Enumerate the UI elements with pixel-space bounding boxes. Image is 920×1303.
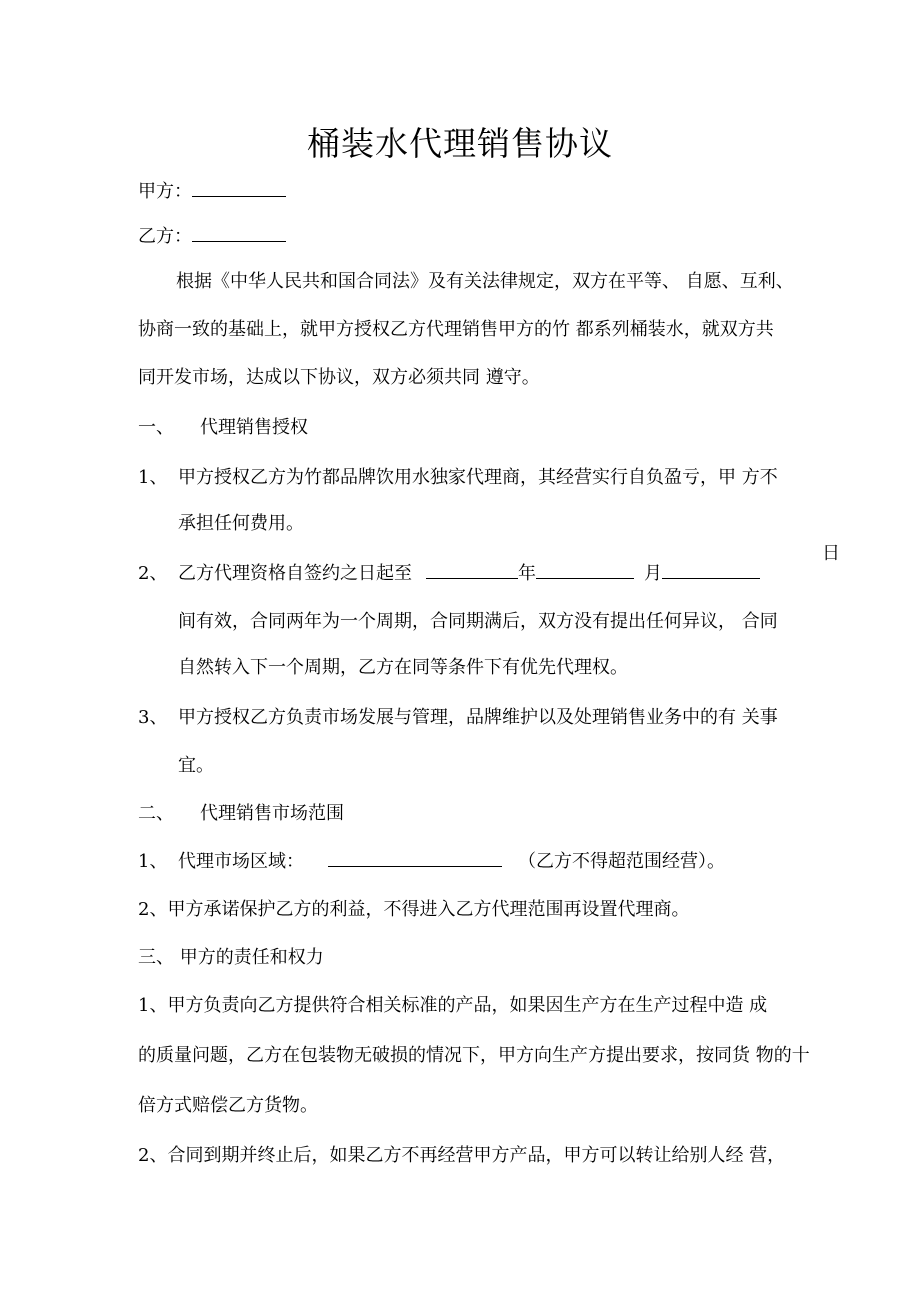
s1-item-2-line-3: 自然转入下一个周期，乙方在同等条件下有优先代理权。 (178, 657, 628, 678)
intro-line-1: 根据《中华人民共和国合同法》及有关法律规定，双方在平等、 自愿、互利、 (176, 271, 794, 292)
party-b-line (138, 225, 286, 249)
party-b-label: 乙方： (138, 226, 192, 247)
intro-line-3: 同开发市场，达成以下协议，双方必须共同 遵守。 (138, 367, 540, 388)
section-2-heading (138, 802, 344, 826)
document-title: 桶装水代理销售协议 (307, 124, 613, 163)
intro-line-2: 协商一致的基础上，就甲方授权乙方代理销售甲方的竹 都系列桶装水，就双方共 (138, 319, 774, 340)
s3-item-1-line-1: 1、甲方负责向乙方提供符合相关标准的产品，如果因生产方在生产过程中造 成 (138, 995, 768, 1016)
section-1-heading (138, 416, 308, 440)
s1-item-1-line-1: 甲方授权乙方为竹都品牌饮用水独家代理商，其经营实行自负盈亏，甲 方不 (178, 467, 778, 488)
year-blank[interactable] (426, 562, 518, 579)
party-a-line (138, 180, 286, 204)
s2-item-1-number: 1、 (138, 851, 168, 872)
s1-item-3-number: 3、 (138, 707, 168, 728)
day-label: 日 (822, 543, 840, 564)
year-label: 年 (518, 563, 536, 584)
section-1-title: 代理销售授权 (200, 417, 308, 438)
s1-item-2-prefix: 乙方代理资格自签约之日起至 (178, 563, 412, 584)
market-area-blank[interactable] (328, 850, 502, 867)
s1-item-2-line-1 (178, 562, 760, 586)
market-area-label: 代理市场区域： (178, 851, 304, 872)
s1-item-1-line-2: 承担任何费用。 (178, 513, 304, 534)
month-label: 月 (644, 563, 662, 584)
s1-item-3-line-1: 甲方授权乙方负责市场发展与管理，品牌维护以及处理销售业务中的有 关事 (178, 707, 778, 728)
section-2-number: 二、 (138, 803, 174, 824)
s2-item-2: 2、甲方承诺保护乙方的利益，不得进入乙方代理范围再设置代理商。 (138, 899, 690, 920)
section-1-number: 一、 (138, 417, 174, 438)
s1-item-2-number: 2、 (138, 563, 168, 584)
month-blank[interactable] (536, 562, 634, 579)
s1-item-2-line-2: 间有效，合同两年为一个周期，合同期满后，双方没有提出任何异议， 合同 (178, 611, 778, 632)
section-3-heading: 三、 甲方的责任和权力 (138, 947, 324, 968)
party-a-blank[interactable] (192, 180, 286, 197)
s3-item-2-line-1: 2、合同到期并终止后，如果乙方不再经营甲方产品，甲方可以转让给别人经 营， (138, 1145, 786, 1166)
day-blank[interactable] (662, 562, 760, 579)
s1-item-3-line-2: 宜。 (178, 755, 214, 776)
s3-item-1-line-2: 的质量问题，乙方在包装物无破损的情况下，甲方向生产方提出要求，按同货 物的十 (138, 1045, 810, 1066)
market-area-note: （乙方不得超范围经营）。 (518, 851, 725, 872)
s2-item-1-line (178, 850, 725, 874)
party-a-label: 甲方： (138, 181, 192, 202)
section-2-title: 代理销售市场范围 (200, 803, 344, 824)
s1-item-1-number: 1、 (138, 467, 168, 488)
party-b-blank[interactable] (192, 225, 286, 242)
s3-item-1-line-3: 倍方式赔偿乙方货物。 (138, 1095, 318, 1116)
